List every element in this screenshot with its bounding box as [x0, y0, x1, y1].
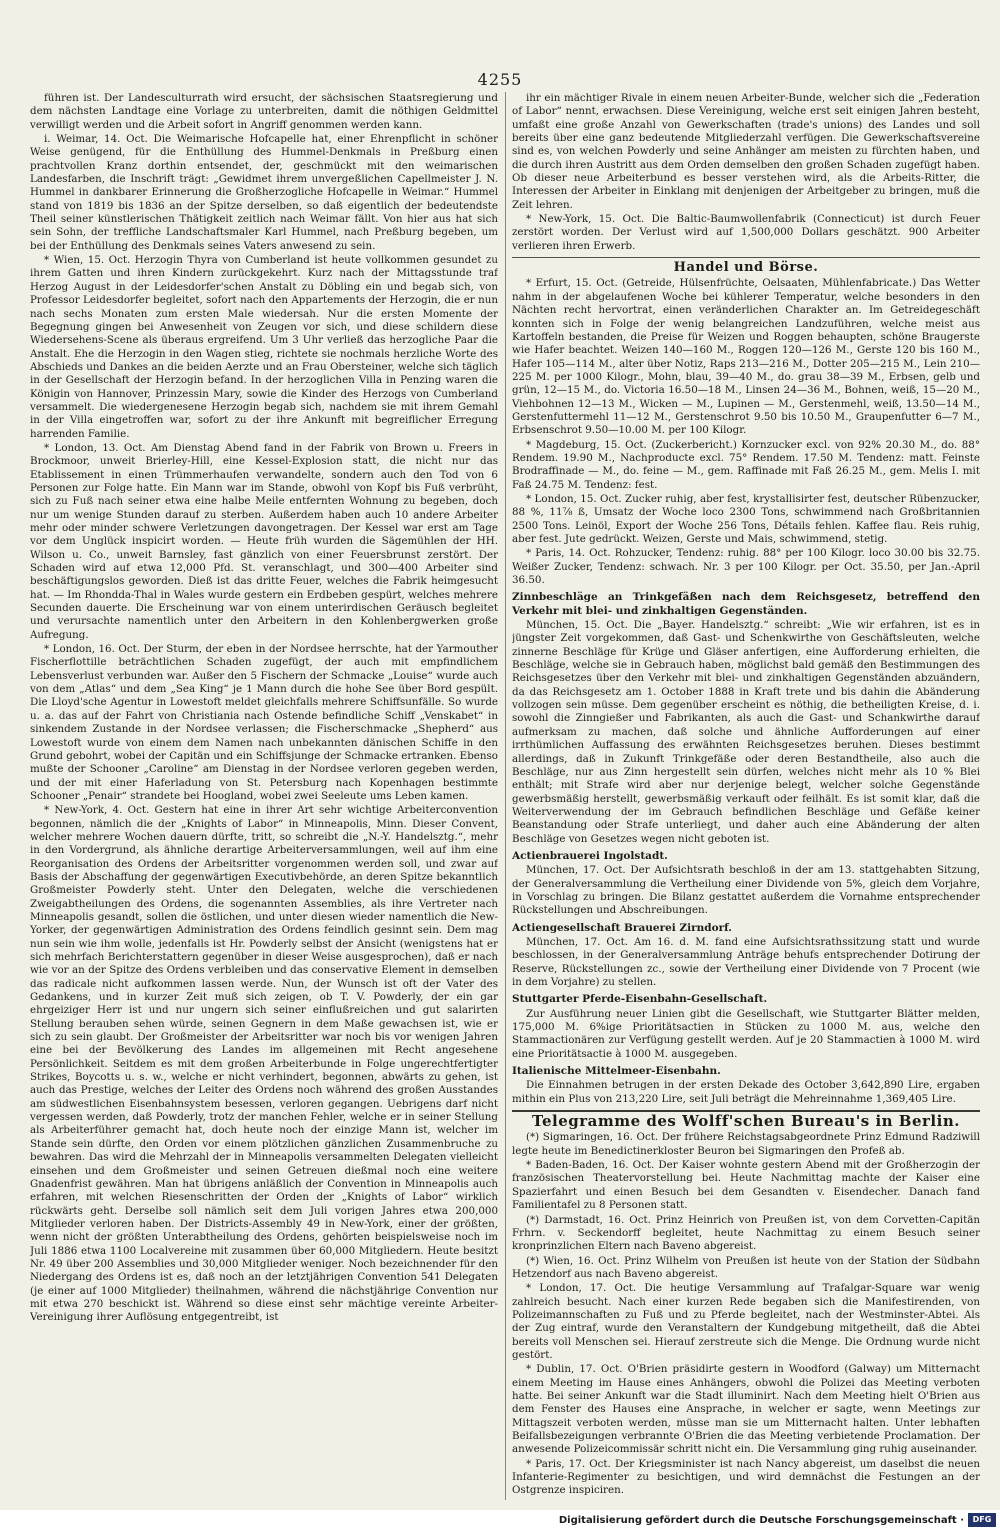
right-column	[512, 92, 980, 1500]
section-heading-telegramme: Telegramme des Wolff'schen Bureau's in Berlin.	[512, 1110, 980, 1128]
telegram-item: (*) Darmstadt, 16. Oct. Prinz Heinrich von Preußen ist, von dem Corvetten-Capitän Frhrn. v. Seckendorff begleitet, heute Nachmittag zu einem Besuch seiner kronprinzlichen Eltern nach Baveno abgereist.	[512, 1213, 980, 1253]
page-number: 4255	[477, 70, 523, 89]
section-heading-handel: Handel und Börse.	[512, 257, 980, 274]
telegram-item: (*) Sigmaringen, 16. Oct. Der frühere Reichstagsabgeordnete Prinz Edmund Radziwill legte heute im Benedictinerkloster Beuron bei Sigmaringen den Profeß ab.	[512, 1131, 980, 1157]
telegram-item: * Dublin, 17. Oct. O'Brien präsidirte gestern in Woodford (Galway) um Mitternacht einem Meeting im Hause eines Anhängers, obwohl die Polizei das Meeting verboten hatte. Bei seiner Ankunft war die Stadt illuminirt. Nach dem Meeting hielt O'Brien aus dem Fenster des Hauses eine Ansprache, in welcher er sagte, wenn Meetings zur Mittagszeit verboten werden, müsse man sie um Mitternacht halten. Unter lebhaften Beifallsbezeigungen verbrannte O'Brien die das Meeting verbietende Proclamation. Der anwesende Polizeicommissär schritt nicht ein. Die Versammlung ging ruhig auseinander.	[512, 1363, 980, 1456]
column-divider	[505, 92, 506, 1500]
telegram-item: * Paris, 17. Oct. Der Kriegsminister ist nach Nancy abgereist, um daselbst die neuen Infanterie-Regimenter zu besichtigen, und wird demnächst die Festungen an der Ostgrenze inspiciren.	[512, 1457, 980, 1497]
telegram-item: (*) Wien, 16. Oct. Prinz Wilhelm von Preußen ist heute von der Station der Südbahn Hetzendorf aus nach Baveno abgereist.	[512, 1254, 980, 1280]
left-column	[30, 92, 498, 1500]
dfg-logo: DFG	[968, 1513, 996, 1527]
company-report: Zur Ausführung neuer Linien gibt die Gesellschaft, wie Stuttgarter Blätter melden, 175,000 M. 6%ige Prioritätsactien in Stücken zu 1000 M. aus, welche den Stammactionären zur Verfügung gestellt werden. Auf je 20 Stammactien à 1000 M. wird eine Prioritätsactie à 1000 M. ausgegeben.	[512, 1007, 980, 1060]
telegram-item: * Baden-Baden, 16. Oct. Der Kaiser wohnte gestern Abend mit der Großherzogin der französischen Theatervorstellung bei. Heute Nachmittag machte der Kaiser eine Spazierfahrt und einen Besuch bei dem Gesandten v. Eisendecher. Danach fand Familientafel zu 8 Personen statt.	[512, 1159, 980, 1212]
funding-credit: Digitalisierung gefördert durch die Deutsche Forschungsgemeinschaft ·	[558, 1515, 964, 1526]
digitization-footer	[0, 1510, 1000, 1531]
topic-heading: Zinnbeschläge an Trinkgefäßen nach dem Reichsgesetz, betreffend den Verkehr mit blei- und zinkhaltigen Gegenständen.	[512, 591, 980, 617]
company-heading: Italienische Mittelmeer-Eisenbahn.	[512, 1065, 721, 1078]
market-report: * Erfurt, 15. Oct. (Getreide, Hülsenfrüchte, Oelsaaten, Mühlenfabricate.) Das Wetter nahm in der abgelaufenen Woche bei kühlerer Temperatur, welche besonders in den Nächten recht hervortrat, einen veränderlichen Charakter an. Im Getreidegeschäft konnten sich in Folge der wenig belangreichen Landzuführen, welche meist aus Kartoffeln bestanden, die Preise für Weizen und Roggen behaupten, schöne Braugerste wie Hafer beachtet. Weizen 140—160 M., Roggen 120—126 M., Gerste 120 bis 160 M., Hafer 105—114 M., alter über Notiz, Raps 213—216 M., Dotter 205—215 M., Lein 210—225 M. per 1000 Kilogr., Mohn, blau, 39—40 M., do. grau 38—39 M., Erbsen, gelb und grün, 12—15 M., do. Victoria 16.50—18 M., Linsen 24—36 M., Bohnen, weiß, 15—20 M., Viehbohnen 12—13 M., Wicken — M., Lupinen — M., Gerstenmehl, weiß, 13.50—14 M., Gerstenfuttermehl 11—12 M., Gerstenschrot 9.50 bis 10.50 M., Graupenfutter 6—7 M., Erbsenschrot 9.50—10.00 M. per 100 Kilogr.	[512, 277, 980, 437]
market-report: * Paris, 14. Oct. Rohzucker, Tendenz: ruhig. 88° per 100 Kilogr. loco 30.00 bis 32.75. Weißer Zucker, Tendenz: schwach. Nr. 3 per 100 Kilogr. per Oct. 35.50, per Jan.-April 36.50.	[512, 547, 980, 587]
company-heading: Stuttgarter Pferde-Eisenbahn-Gesellschaft.	[512, 993, 768, 1006]
article-paragraph: * New-York, 15. Oct. Die Baltic-Baumwollenfabrik (Connecticut) ist durch Feuer zerstört worden. Der Verlust wird auf 1,500,000 Dollars geschätzt. 900 Arbeiter verlieren ihren Erwerb.	[512, 213, 980, 252]
article-paragraph: führen ist. Der Landesculturrath wird ersucht, der sächsischen Staatsregierung und dem nächsten Landtage eine Vorlage zu unterbreiten, damit die nöthigen Geldmittel verwilligt werden und die Arbeit sofort in Angriff genommen werden kann.	[30, 92, 498, 131]
article-paragraph: * London, 16. Oct. Der Sturm, der eben in der Nordsee herrschte, hat der Yarmouther Fischerflottille beträchtlichen Schaden zugefügt, der auch mit empfindlichem Lebensverlust verbunden war. Außer den 5 Fischern der Schmacke „Louise“ wurde auch von dem „Atlas“ und dem „Sea King“ je 1 Mann durch die hohe See über Bord gespült. Die Lloyd'sche Agentur in Lowestoft meldet gleichfalls mehrere Schiffsunfälle. So wurde u. a. das auf der Fahrt von Christiania nach Ostende befindliche Schiff „Venskabet“ in sinkendem Zustande in der Nordsee verlassen; die Fischerschmacke „Shepherd“ aus Lowestoft wurde von einem dem Namen nach unbekannten dänischen Schiffe in den Grund gebohrt, wobei der Capitän und ein Schiffsjunge der Schmacke ertranken. Ebenso mußte der Schooner „Caroline“ am Dienstag in der Nordsee verloren gegeben werden, und der mit einer Haferladung von St. Petersburg nach Kopenhagen bestimmte Schooner „Penair“ strandete bei Hoogland, wobei zwei Seeleute ums Leben kamen.	[30, 643, 498, 802]
company-heading: Actiengesellschaft Brauerei Zirndorf.	[512, 921, 732, 934]
company-heading: Actienbrauerei Ingolstadt.	[512, 849, 668, 862]
article-paragraph: ihr ein mächtiger Rivale in einem neuen Arbeiter-Bunde, welcher sich die „Federation of Labor“ nennt, erwachsen. Diese Vereinigung, welche erst seit einigen Jahren besteht, umfaßt eine große Anzahl von Gewerkschaften (trade's unions) des Landes und soll bereits über eine ganz bedeutende Mitgliederzahl verfügen. Die Gewerkschaftsvereine sind es, von welchen Powderly und seine Anhänger am meisten zu fürchten haben, und die durch ihren Austritt aus dem Orden demselben den großen Schaden zugefügt haben. Ob dieser neue Arbeiterbund es besser verstehen wird, als die Arbeits-Ritter, die Interessen der Arbeiter in Einklang mit denjenigen der Arbeitgeber zu bringen, muß die Zeit lehren.	[512, 92, 980, 211]
company-report: München, 17. Oct. Der Aufsichtsrath beschloß in der am 13. stattgehabten Sitzung, der Generalversammlung die Vertheilung einer Dividende von 5%, gleich dem Vorjahre, in Vorschlag zu bringen. Die Bilanz gestattet außerdem die Vornahme entsprechender Rückstellungen und Abschreibungen.	[512, 864, 980, 917]
article-paragraph: * New-York, 4. Oct. Gestern hat eine in ihrer Art sehr wichtige Arbeiterconvention begonnen, nämlich die der „Knights of Labor“ in Minneapolis, Minn. Dieser Convent, welcher mehrere Wochen dauern dürfte, tritt, so schreibt die „N.-Y. Handelsztg.“, mehr in den Vordergrund, als ähnliche derartige Arbeiterversammlungen, weil auf ihm eine Reorganisation des Ordens der Arbeitsritter vorgenommen werden soll, und zwar auf Basis der Abschaffung der gegenwärtigen Executivbehörde, an deren Spitze bekanntlich Großmeister Powderly steht. Unter den Delegaten, welche die verschiedenen Zweigabtheilungen des Ordens, die sogenannten Assemblies, als ihre Vertreter nach Minneapolis gesandt, sollen die östlichen, und unter diesen wieder namentlich die New-Yorker, der gegenwärtigen Administration des Ordens feindlich gesinnt sein. Dem mag nun sein wie ihm wolle, jedenfalls ist Hr. Powderly selbst der Ansicht (wenigstens hat er sich mehrfach Berichterstattern gegenüber in dieser Weise ausgesprochen), daß er nach wie vor an der Spitze des Ordens verbleiben und das conservative Element in demselben das radicale nicht aufkommen lassen werde. Nun, der Wunsch ist oft der Vater des Gedankens, und in kurzer Zeit muß sich zeigen, ob T. V. Powderly, der ein gar ehrgeiziger Herr ist und nur ungern sich seiner einflußreichen und gut salarirten Stellung berauben sehen würde, seinen Gegnern in dem Maße gewachsen ist, wie er sich zu sein glaubt. Der Großmeister der Arbeitsritter war noch bis vor wenigen Jahren eine bei der Bevölkerung des Landes im allgemeinen mit Recht angesehene Persönlichkeit. Seitdem es mit dem großen Arbeiterbunde in Folge ungerechtfertigter Strikes, Boycotts u. s. w., welche er nicht verhindert, begonnen, abwärts zu gehen, ist auch das Prestige, welches der Leiter des Ordens noch während des großen Ausstandes am südwestlichen Eisenbahnsystem besessen, verloren gegangen. Uebrigens darf nicht vergessen werden, daß Powderly, trotz der manchen Fehler, welche er in seiner Stellung als Arbeiterführer gemacht hat, doch heute noch der einzige Mann ist, welcher im Stande sein dürfte, den Orden vor einem plötzlichen gänzlichen Zusammenbruche zu bewahren. Das wird die Mehrzahl der in Minneapolis versammelten Delegaten vielleicht einsehen und dem Großmeister und seinen Getreuen dießmal noch eine weitere Gnadenfrist gewähren. Man hat übrigens anläßlich der Convention in Minneapolis auch erfahren, mit welchen Riesenschritten der Orden der „Knights of Labor“ wirklich rückwärts geht. Derselbe soll nämlich seit dem Juli vorigen Jahres etwa 200,000 Mitglieder verloren haben. Der Districts-Assembly 49 in New-York, einer der größten, wenn nicht der größten Unterabtheilung des Ordens, gehörten beispielsweise noch im Juli 1886 etwa 1100 Localvereine mit zusammen über 60,000 Mitgliedern. Heute besitzt Nr. 49 über 200 Assemblies und 30,000 Mitglieder weniger. Noch bezeichnender für den Niedergang des Ordens ist es, daß noch an der letztjährigen Convention 541 Delegaten (je einer auf 1000 Mitglieder) theilnahmen, während die nächstjährige Convention nur mit etwa 270 beschickt ist. Während so diese einst sehr mächtige vereinte Arbeiter-Vereinigung ihrer Auflösung entgegentreibt, ist	[30, 804, 498, 1324]
article-paragraph: i. Weimar, 14. Oct. Die Weimarische Hofcapelle hat, einer Ehrenpflicht in schöner Weise genügend, für die Enthüllung des Hummel-Denkmals in Preßburg einen prachtvollen Kranz dorthin entsendet, der, geschmückt mit den weimarischen Landesfarben, die Inschrift trägt: „Gewidmet ihrem unvergeßlichen Capellmeister J. N. Hummel in dankbarer Erinnerung die Großherzogliche Hofcapelle in Weimar.“ Hummel stand von 1819 bis 1836 an der Spitze derselben, so daß eigentlich der bedeutendste Theil seiner künstlerischen Thätigkeit zeitlich nach Weimar fällt. Von hier aus hat sich sein Sohn, der treffliche Landschaftsmaler Karl Hummel, nach Preßburg begeben, um bei der Enthüllung des Denkmals seines Vaters anwesend zu sein.	[30, 133, 498, 252]
company-report: München, 17. Oct. Am 16. d. M. fand eine Aufsichtsrathssitzung statt und wurde beschlossen, in der Generalversammlung Anträge behufs entsprechender Dotirung der Reserve, Rückstellungen zc., sowie der Vertheilung einer Dividende von 7 Procent (wie in dem Vorjahre) zu stellen.	[512, 935, 980, 988]
market-report: * London, 15. Oct. Zucker ruhig, aber fest, krystallisirter fest, deutscher Rübenzucker, 88 %, 11⅞ ß, Umsatz der Woche loco 2300 Tons, schwimmend nach Großbritannien 2500 Tons. Leinöl, Export der Woche 256 Tons, Détails fehlen. Kaffee flau. Reis ruhig, aber fest. Jute gedrückt. Weizen, Gerste und Mais, schwimmend, stetig.	[512, 492, 980, 545]
article-paragraph: * Wien, 15. Oct. Herzogin Thyra von Cumberland ist heute vollkommen gesundet zu ihrem Gatten und ihren Kindern zurückgekehrt. Kurz nach der Mittagsstunde traf Herzog August in der Leidesdorfer'schen Anstalt zu Döbling ein und begab sich, von Professor Leidesdorfer begleitet, sofort nach den Appartements der Herzogin, die er nun nach sechs Monaten zum ersten Male wiedersah. Nur die ersten Momente der Begegnung gingen bei Anwesenheit von Zeugen vor sich, und diese schildern diese Wiedersehens-Scene als überaus ergreifend. Um 3 Uhr verließ das herzogliche Paar die Anstalt. Ehe die Herzogin in den Wagen stieg, richtete sie nochmals herzliche Worte des Abschieds und Dankes an die beiden Aerzte und an Frau Obersteiner, welche sich täglich in der Gesellschaft der Herzogin befand. In der herzoglichen Villa in Penzing waren die Königin von Hannover, Prinzessin Mary, sowie die Kinder des Herzogs von Cumberland versammelt. Die wiedergenesene Herzogin begab sich, nachdem sie mit ihrem Gemahl in der Villa eingetroffen war, sofort zu der ihre Ankunft mit begreiflicher Erregung harrenden Familie.	[30, 254, 498, 440]
article-paragraph: * London, 13. Oct. Am Dienstag Abend fand in der Fabrik von Brown u. Freers in Brockmoor, unweit Brierley-Hill, eine Kessel-Explosion statt, die nicht nur das Etablissement in einen Trümmerhaufen verwandelte, sondern auch den Tod von 6 Personen zur Folge hatte. Ein Mann war im Stande, obwohl von Kopf bis Fuß verbrüht, sich zu Fuß nach seiner etwa eine halbe Meile entfernten Wohnung zu begeben, doch nur um wenige Stunden darauf zu sterben. Außerdem haben auch 10 andere Arbeiter mehr oder minder schwere Verletzungen davongetragen. Der Kessel war erst am Tage vor dem Unglück inspicirt worden. — Heute früh wurden die Sägemühlen der HH. Wilson u. Co., unweit Barnsley, fast gänzlich von einer Feuersbrunst zerstört. Der Schaden wird auf etwa 12,000 Pfd. St. veranschlagt, und 300—400 Arbeiter sind beschäftigungslos geworden. Dieß ist das dritte Feuer, welches die Fabrik heimgesucht hat. — Im Rhondda-Thal in Wales wurde gestern ein Erdbeben gespürt, welches mehrere Secunden dauerte. Die Erscheinung war von einem unterirdischen Geräusch begleitet und verursachte namentlich unter den Arbeitern in den Kohlenbergwerken große Aufregung.	[30, 441, 498, 641]
company-report: Die Einnahmen betrugen in der ersten Dekade des October 3,642,890 Lire, ergaben mithin ein Plus von 213,220 Lire, seit Juli beträgt die Mehreinnahme 1,369,405 Lire.	[512, 1079, 980, 1105]
market-report: * Magdeburg, 15. Oct. (Zuckerbericht.) Kornzucker excl. von 92% 20.30 M., do. 88° Rendem. 19.90 M., Nachproducte excl. 75° Rendem. 17.50 M. Tendenz: matt. Feinste Brodraffinade — M., do. feine — M., gem. Raffinade mit Faß 26.25 M., gem. Melis I. mit Faß 24.75 M. Tendenz: fest.	[512, 438, 980, 491]
article-paragraph: München, 15. Oct. Die „Bayer. Handelsztg.“ schreibt: „Wie wir erfahren, ist es in jüngster Zeit vorgekommen, daß Gast- und Schenkwirthe von Geschäftsleuten, welche zinnerne Beschläge für Krüge und Gläser anfertigen, eine Aufforderung erhielten, die Beschläge, welche sie in Gebrauch haben, möglichst bald gemäß den Bestimmungen des Reichsgesetzes über den Verkehr mit blei- und zinkhaltigen Gegenständen abzuändern, da das Reichsgesetz am 1. October 1888 in Kraft trete und bis dahin die Abänderung vollzogen sein müsse. Dem gegenüber erscheint es nöthig, die betheiligten Kreise, d. i. sowohl die Zinngießer und Fabrikanten, als auch die Gast- und Schankwirthe darauf aufmerksam zu machen, daß solche und ähnliche Aufforderungen auf einer irrthümlichen Auffassung des erwähnten Reichsgesetzes beruhen. Dieses bestimmt allerdings, daß in Zukunft Trinkgefäße oder deren Bestandtheile, also auch die Beschläge, nur aus Zinn hergestellt sein dürfen, welches nicht mehr als 10 % Blei enthält; mit Strafe wird aber nur derjenige belegt, welcher solche Gegenstände gewerbsmäßig herstellt, gewerbsmäßig verkauft oder feilhält. Es ist somit klar, daß die Weiterverwendung der im Gebrauch befindlichen Beschläge und Gefäße keiner Beanstandung oder Strafe unterliegt, und daher auch eine Abänderung der alten Beschläge von Gesetzes wegen nicht geboten ist.	[512, 619, 980, 845]
telegram-item: * London, 17. Oct. Die heutige Versammlung auf Trafalgar-Square war wenig zahlreich besucht. Nach einer kurzen Rede begaben sich die Manifestirenden, von Polizeimannschaften zu Fuß und zu Pferde begleitet, nach der Westminster-Abtei. Als der Zug eintraf, wurde den Veranstaltern der Kundgebung mitgetheilt, daß die Abtei bereits voll Menschen sei. Hierauf zerstreute sich die Menge. Die Ordnung wurde nicht gestört.	[512, 1282, 980, 1361]
